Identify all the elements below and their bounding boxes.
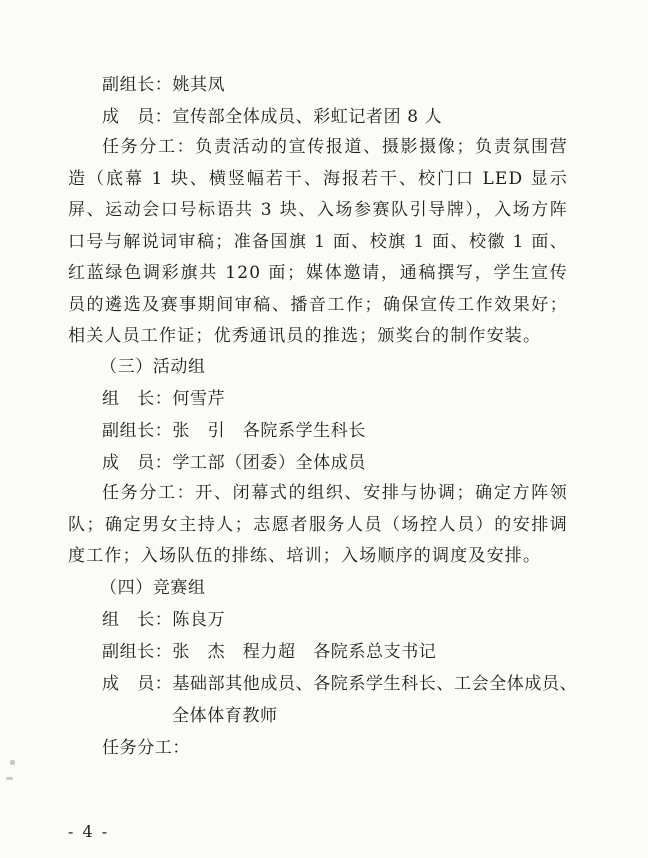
publicity-deputy-leader: 副组长：姚其凤 xyxy=(102,75,226,95)
publicity-tasks: 任务分工：负责活动的宣传报道、摄影摄像；负责氛围营造（底幕 1 块、横竖幅若干、海报若干、校门口 LED 显示屏、运动会口号标语共 3 块、入场参赛队引导牌），入场方阵口号与解说词审稿；准备国旗 1 面、校旗 1 面、校徽 1 面、红蓝绿色调彩旗共 120 面；媒体邀请，通稿撰写，学生宣传员的遴选及赛事期间审稿、播音工作；确保宣传工作效果好；相关人员工作证；优秀通讯员的推选；颁奖台的制作安装。 xyxy=(68,137,568,346)
activity-tasks: 任务分工：开、闭幕式的组织、安排与协调；确定方阵领队；确定男女主持人；志愿者服务人员（场控人员）的安排调度工作；入场队伍的排练、培训；入场顺序的调度及安排。 xyxy=(68,483,568,566)
competition-deputy-leader: 副组长：张 杰 程力超 各院系总支书记 xyxy=(102,642,437,662)
competition-group-heading: （四）竞赛组 xyxy=(100,578,206,598)
scan-speck xyxy=(10,760,15,765)
activity-deputy-leader: 副组长：张 引 各院系学生科长 xyxy=(102,421,366,441)
competition-leader: 组 长：陈良万 xyxy=(102,610,226,630)
competition-tasks: 任务分工： xyxy=(102,738,190,758)
page-number: - 4 - xyxy=(68,822,110,841)
scan-speck xyxy=(6,777,13,780)
competition-members-continued: 全体体育教师 xyxy=(172,706,278,726)
activity-leader: 组 长：何雪芹 xyxy=(102,389,226,409)
competition-members: 成 员：基础部其他成员、各院系学生科长、工会全体成员、 xyxy=(102,674,578,694)
publicity-members: 成 员：宣传部全体成员、彩虹记者团 8 人 xyxy=(102,107,443,127)
activity-group-heading: （三）活动组 xyxy=(100,357,206,377)
activity-members: 成 员：学工部（团委）全体成员 xyxy=(102,453,366,473)
